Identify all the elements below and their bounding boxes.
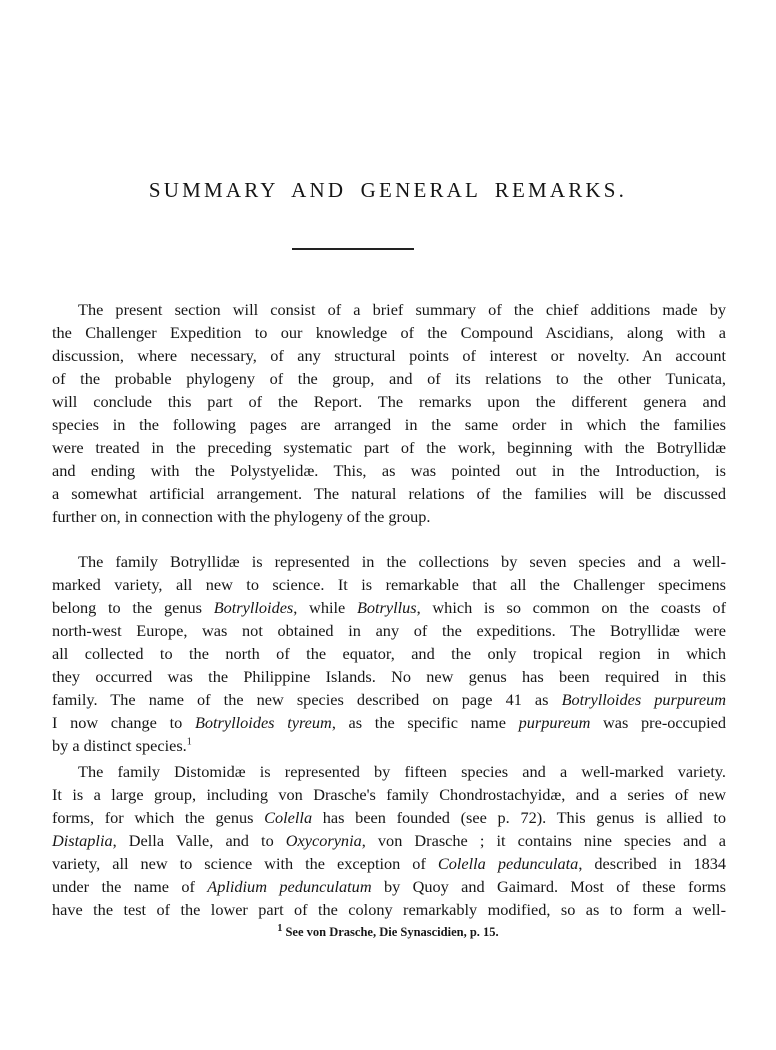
- genus-name: Botrylloides: [213, 598, 294, 617]
- species-name: purpureum: [518, 713, 591, 732]
- footnote-mark: 1: [277, 922, 283, 934]
- title-divider: [292, 248, 414, 250]
- p3-line: have the test of the lower part of the colony remarkably modified, so as to form a well-: [52, 900, 726, 919]
- species-name: Colella pedunculata: [437, 854, 579, 873]
- genus-name: Distaplia: [52, 831, 113, 850]
- p1-line: discussion, where necessary, of any structural points of interest or novelty. An account: [52, 346, 726, 365]
- footnote: $^1$ See von Drasche, Die Synascidien, p. 15.: [277, 922, 499, 939]
- p2-line: by a distinct species.$^1$: [52, 736, 192, 755]
- p2-line: I now change to Botrylloides tyreum, as the specific name purpureum was pre-occupied: [52, 713, 727, 732]
- p2-line: all collected to the north of the equator, and the only tropical region in which: [52, 644, 726, 663]
- p2-line: marked variety, all new to science. It is remarkable that all the Challenger specimens: [52, 575, 726, 594]
- footnote-ref: 1: [186, 736, 192, 748]
- p3-line: Distaplia, Della Valle, and to Oxycorynia, von Drasche ; it contains nine species and a: [52, 831, 726, 850]
- species-name: Botrylloides purpureum: [561, 690, 726, 709]
- p3-line: The family Distomidæ is represented by fifteen species and a well-marked variety.: [78, 762, 726, 781]
- p1-line: species in the following pages are arranged in the same order in which the families: [52, 415, 726, 434]
- p2-line: belong to the genus Botrylloides, while Botryllus, which is so common on the coasts of: [52, 598, 726, 617]
- p3-line: forms, for which the genus Colella has been founded (see p. 72). This genus is allied to: [52, 808, 726, 827]
- p2-line: north-west Europe, was not obtained in any of the expeditions. The Botryllidæ were: [52, 621, 726, 640]
- p2-line: they occurred was the Philippine Islands. No new genus has been required in this: [52, 667, 726, 686]
- p3-line: variety, all new to science with the exception of Colella pedunculata, described in 1834: [52, 854, 727, 873]
- p1-line: of the probable phylogeny of the group, and of its relations to the other Tunicata,: [52, 369, 726, 388]
- p3-line: under the name of Aplidium pedunculatum by Quoy and Gaimard. Most of these forms: [52, 877, 727, 896]
- p1-line: will conclude this part of the Report. The remarks upon the different genera and: [52, 392, 726, 411]
- species-name: Botrylloides tyreum: [194, 713, 332, 732]
- page-title: SUMMARY AND GENERAL REMARKS.: [148, 178, 628, 202]
- genus-name: Botryllus: [356, 598, 417, 617]
- p1-line: and ending with the Polystyelidæ. This, as was pointed out in the Introduction, is: [52, 461, 726, 480]
- p1-line: further on, in connection with the phylogeny of the group.: [52, 507, 431, 526]
- p2-line: family. The name of the new species described on page 41 as Botrylloides purpureum: [52, 690, 726, 709]
- genus-name: Oxycorynia: [285, 831, 362, 850]
- p1-line: were treated in the preceding systematic part of the work, beginning with the Botryllidæ: [52, 438, 726, 457]
- genus-name: Colella: [264, 808, 313, 827]
- p2-line: The family Botryllidæ is represented in the collections by seven species and a well-: [78, 552, 726, 571]
- p1-line: a somewhat artificial arrangement. The natural relations of the families will be discussed: [52, 484, 726, 503]
- p1-line: The present section will consist of a brief summary of the chief additions made by: [78, 300, 726, 319]
- species-name: Aplidium pedunculatum: [207, 877, 372, 896]
- p3-line: It is a large group, including von Drasche's family Chondrostachyidæ, and a series of new: [52, 785, 726, 804]
- p1-line: the Challenger Expedition to our knowledge of the Compound Ascidians, along with a: [52, 323, 726, 342]
